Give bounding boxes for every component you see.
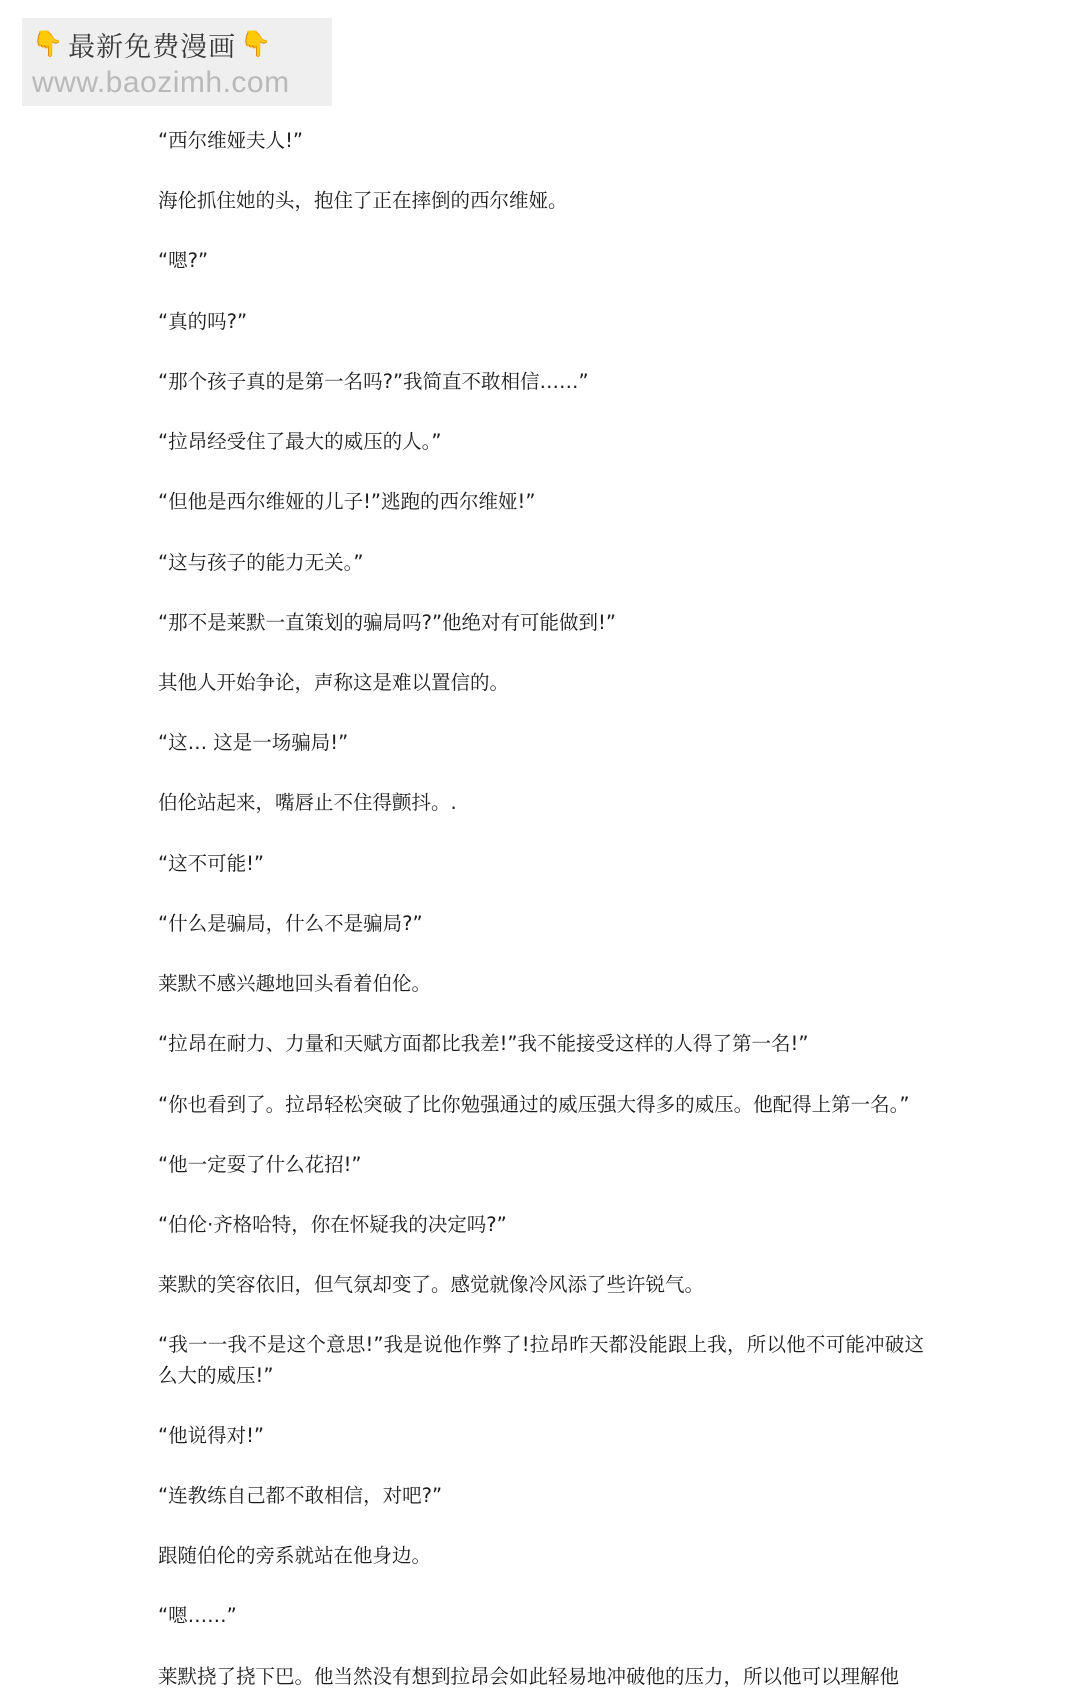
novel-paragraph: 莱默不感兴趣地回头看着伯伦。 [158, 972, 432, 996]
novel-paragraph: “他说得对!” [158, 1423, 265, 1447]
novel-paragraph: “这不可能!” [158, 851, 265, 875]
novel-text-body [158, 126, 924, 1692]
watermark-promo-text: 最新免费漫画 [68, 31, 237, 63]
novel-paragraph: “他一定耍了什么花招!” [158, 1152, 362, 1176]
novel-paragraph: “拉昂在耐力、力量和天赋方面都比我差!”我不能接受这样的人得了第一名!” [158, 1032, 809, 1056]
site-watermark [22, 18, 332, 106]
novel-paragraph: “我一一我不是这个意思!”我是说他作弊了!拉昂昨天都没能跟上我，所以他不可能冲破这么大的威压!” [158, 1333, 924, 1387]
novel-paragraph: “那不是莱默一直策划的骗局吗?”他绝对有可能做到!” [158, 610, 616, 634]
novel-paragraph: 莱默的笑容依旧，但气氛却变了。感觉就像冷风添了些许锐气。 [158, 1273, 705, 1297]
novel-paragraph: 跟随伯伦的旁系就站在他身边。 [158, 1544, 432, 1568]
novel-paragraph: 莱默挠了挠下巴。他当然没有想到拉昂会如此轻易地冲破他的压力，所以他可以理解他 [158, 1664, 900, 1688]
novel-paragraph: 其他人开始争论，声称这是难以置信的。 [158, 670, 510, 694]
novel-paragraph: “伯伦·齐格哈特，你在怀疑我的决定吗?” [158, 1212, 507, 1236]
novel-paragraph: “连教练自己都不敢相信，对吧?” [158, 1484, 443, 1508]
novel-paragraph: “这与孩子的能力无关。” [158, 550, 364, 574]
watermark-promo-line [32, 25, 272, 64]
novel-paragraph: 海伦抓住她的头，抱住了正在摔倒的西尔维娅。 [158, 189, 568, 213]
novel-paragraph: “拉昂经受住了最大的威压的人。” [158, 430, 442, 454]
novel-paragraph: “真的吗?” [158, 309, 248, 333]
novel-paragraph: “嗯?” [158, 249, 209, 273]
novel-paragraph: “什么是骗局，什么不是骗局?” [158, 911, 423, 935]
novel-paragraph: “嗯……” [158, 1604, 237, 1628]
novel-paragraph: “你也看到了。拉昂轻松突破了比你勉强通过的威压强大得多的威压。他配得上第一名。” [158, 1092, 910, 1116]
novel-paragraph: “但他是西尔维娅的儿子!”逃跑的西尔维娅!” [158, 490, 536, 514]
novel-paragraph: 伯伦站起来，嘴唇止不住得颤抖。. [158, 791, 457, 815]
watermark-url: www.baozimh.com [32, 65, 290, 99]
pointing-down-icon-left: 👇 [32, 29, 65, 58]
novel-paragraph: “西尔维娅夫人!” [158, 129, 304, 152]
novel-paragraph: “这… 这是一场骗局!” [158, 731, 349, 755]
pointing-down-icon-right: 👇 [240, 29, 273, 58]
novel-paragraph: “那个孩子真的是第一名吗?”我简直不敢相信……” [158, 369, 589, 393]
